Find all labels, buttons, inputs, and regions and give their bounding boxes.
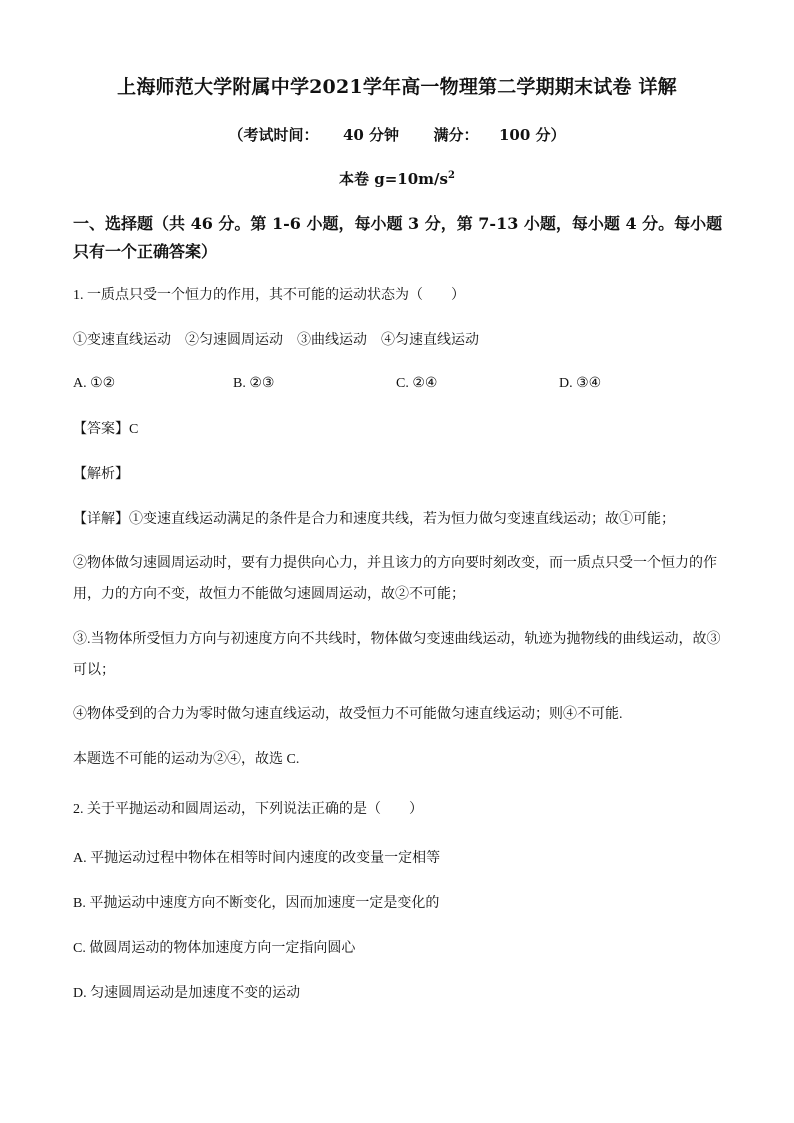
- time-label: （考试时间：: [228, 126, 319, 144]
- gravity-exponent: 2: [447, 170, 455, 181]
- page-title: 上海师范大学附属中学2021学年高一物理第二学期期末试卷 详解: [117, 76, 677, 98]
- gravity-text: 本卷 g=10m/s: [339, 170, 448, 188]
- detail-paragraph-4: ④物体受到的合力为零时做匀速直线运动，故受恒力不可能做匀速直线运动；则④不可能.: [73, 707, 623, 722]
- question-1-statements: ①变速直线运动 ②匀速圆周运动 ③曲线运动 ④匀速直线运动: [73, 333, 479, 348]
- question-2-option-d: D. 匀速圆周运动是加速度不变的运动: [73, 986, 301, 1001]
- section-heading: 一、选择题（共 46 分。第 1-6 小题，每小题 3 分，第 7-13 小题，每小题 4 分。每小题只有一个正确答案）: [73, 214, 723, 261]
- detail-paragraph-3: ③.当物体所受恒力方向与初速度方向不共线时，物体做匀变速曲线运动，轨迹为抛物线的曲线运动，故③可以；: [73, 632, 721, 678]
- option-c: C. ②④: [396, 376, 438, 391]
- question-2-option-a: A. 平抛运动过程中物体在相等时间内速度的改变量一定相等: [73, 851, 441, 866]
- score-value: 100 分）: [499, 126, 566, 144]
- question-2-stem: 2. 关于平抛运动和圆周运动，下列说法正确的是（ ）: [73, 802, 423, 817]
- option-a: A. ①②: [73, 376, 116, 391]
- exam-meta: [0, 124, 794, 145]
- gravity-note: [0, 168, 794, 189]
- conclusion-line: 本题选不可能的运动为②④，故选 C.: [73, 752, 300, 767]
- question-1-stem: 1. 一质点只受一个恒力的作用，其不可能的运动状态为（ ）: [73, 288, 465, 303]
- analysis-label: 【解析】: [73, 467, 129, 482]
- option-d: D. ③④: [559, 376, 602, 391]
- answer-label: 【答案】C: [73, 422, 139, 437]
- detail-paragraph-1: 【详解】①变速直线运动满足的条件是合力和速度共线，若为恒力做匀变速直线运动；故①可能；: [73, 512, 675, 527]
- question-2-option-c: C. 做圆周运动的物体加速度方向一定指向圆心: [73, 941, 356, 956]
- time-value: 40 分钟: [342, 126, 400, 144]
- detail-paragraph-2: ②物体做匀速圆周运动时，要有力提供向心力，并且该力的方向要时刻改变，而一质点只受一个恒力的作用，力的方向不变，故恒力不能做匀速圆周运动，故②不可能；: [73, 556, 717, 602]
- question-2-option-b: B. 平抛运动中速度方向不断变化，因而加速度一定是变化的: [73, 896, 440, 911]
- option-b: B. ②③: [233, 376, 275, 391]
- score-label: 满分：: [433, 126, 479, 144]
